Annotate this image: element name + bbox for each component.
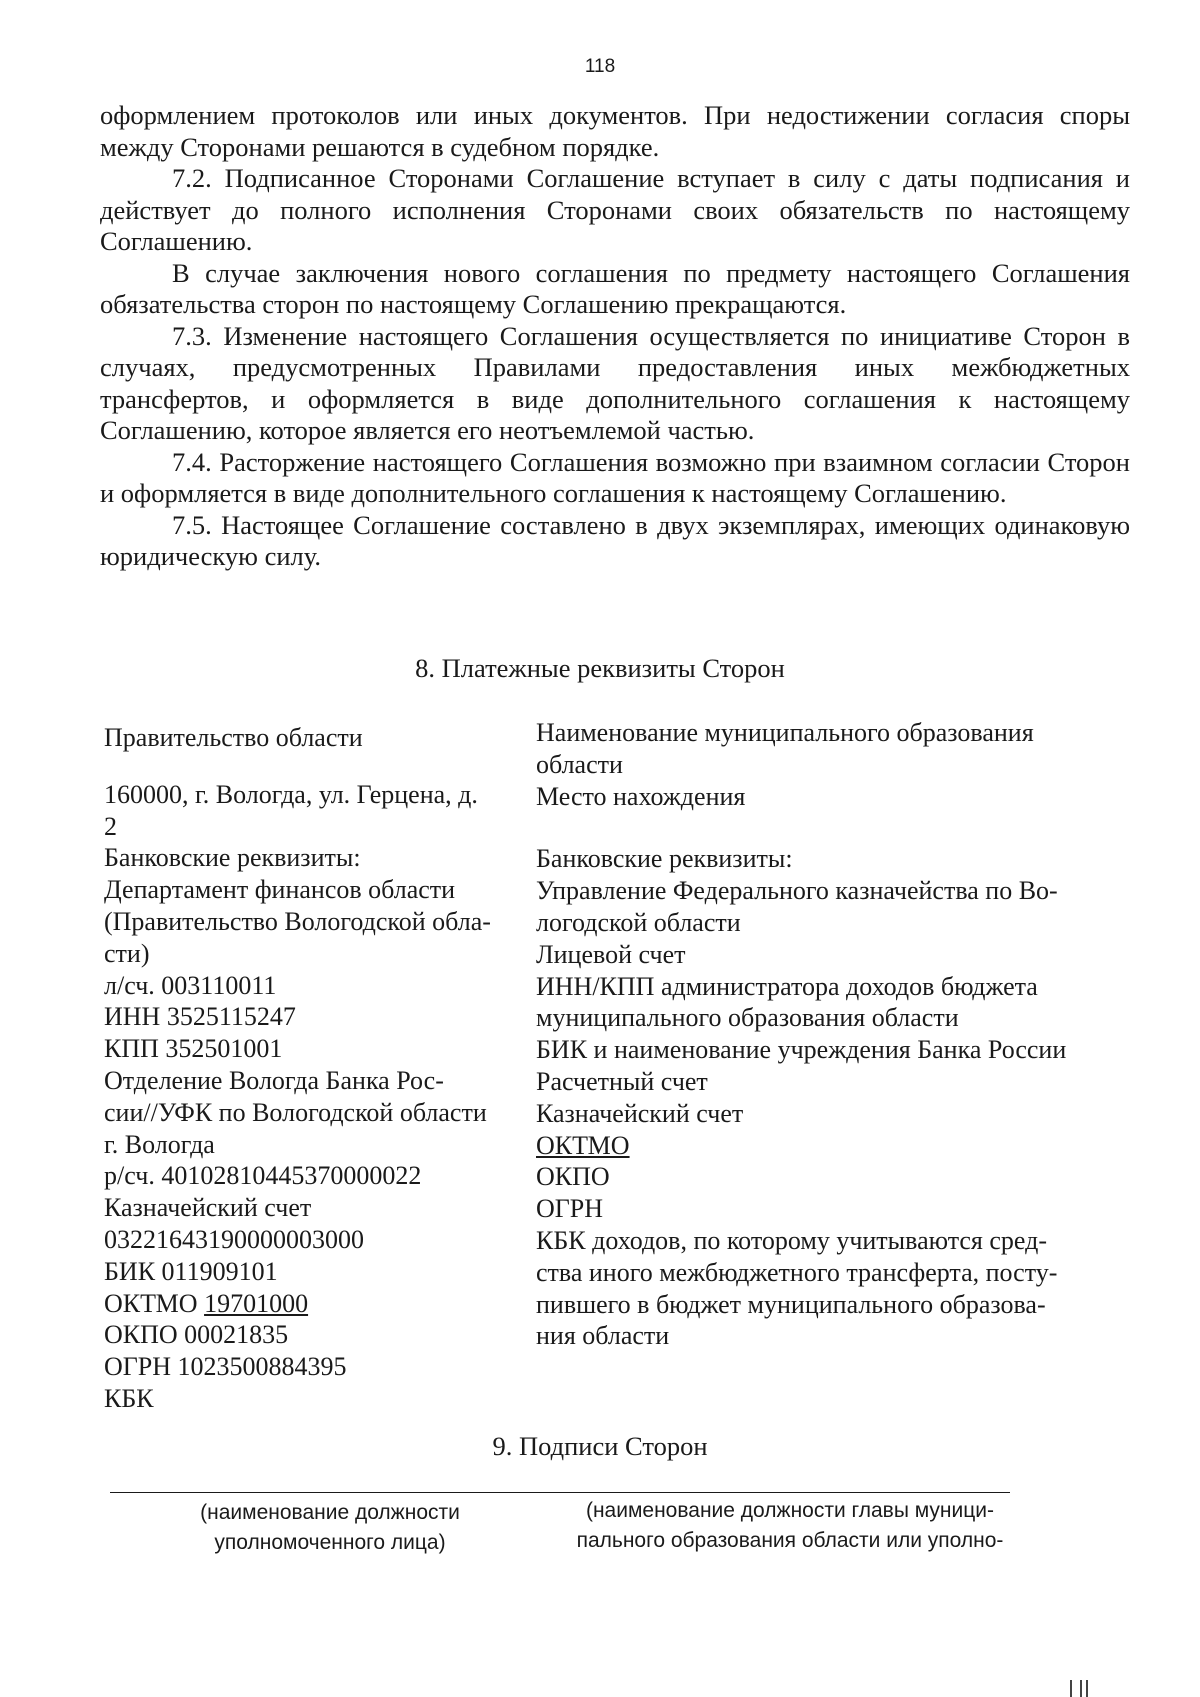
- ufk-line-1: Управление Федерального казначейства по Во-: [536, 876, 1058, 906]
- municipality-okpo: ОКПО: [536, 1162, 610, 1192]
- government-kpp: КПП 352501001: [104, 1034, 283, 1064]
- section-8-heading: 8. Платежные реквизиты Сторон: [415, 653, 785, 683]
- page-number: 118: [584, 56, 616, 77]
- department-line-2: (Правительство Вологодской обла-: [104, 906, 491, 936]
- government-kbk: КБК: [104, 1383, 154, 1413]
- government-bank-label: Банковские реквизиты:: [104, 843, 361, 873]
- oktmo-label: ОКТМО: [104, 1288, 205, 1318]
- government-okpo: ОКПО 00021835: [104, 1320, 289, 1350]
- bank-branch-line-2: сии//УФК по Вологодской области: [104, 1097, 487, 1127]
- ufk-line-2: логодской области: [536, 907, 741, 937]
- paragraph-7-4: 7.4. Расторжение настоящего Соглашения возможно при взаимном согласии Сторон и оформляется в виде дополнительного соглашения к настоящему Соглашению.: [100, 446, 1130, 508]
- municipality-name-line-1: Наименование муниципального образования: [536, 718, 1034, 747]
- section-9-heading: 9. Подписи Сторон: [492, 1431, 708, 1461]
- municipality-kbk-line-4: ния области: [536, 1321, 670, 1351]
- municipality-kbk-line-1: КБК доходов, по которому учитываются сред-: [536, 1225, 1047, 1255]
- municipality-ogrn: ОГРН: [536, 1194, 604, 1224]
- left-caption-line-1: (наименование должности: [200, 1501, 460, 1524]
- department-line-3: сти): [104, 938, 150, 968]
- oktmo-value: 19701000: [204, 1288, 309, 1318]
- municipality-account: Лицевой счет: [536, 939, 686, 969]
- settlement-account: р/сч. 40102810445370000022: [104, 1161, 422, 1191]
- government-bik: БИК 011909101: [104, 1256, 278, 1286]
- municipality-treasury-account: Казначейский счет: [536, 1098, 744, 1128]
- paragraph-7-5: 7.5. Настоящее Соглашение составлено в двух экземплярах, имеющих одинаковую юридическую силу.: [100, 509, 1130, 571]
- bank-branch-line-1: Отделение Вологда Банка Рос-: [104, 1065, 444, 1095]
- treasury-account-number: 03221643190000003000: [104, 1224, 364, 1254]
- government-address-line-1: 160000, г. Вологда, ул. Герцена, д.: [104, 779, 478, 809]
- right-signature-caption: [555, 1496, 1025, 1556]
- municipality-bank-label: Банковские реквизиты:: [536, 844, 793, 874]
- section-7-text: [100, 100, 1130, 573]
- government-requisites: [104, 722, 534, 1415]
- personal-account: л/сч. 003110011: [104, 970, 277, 1000]
- bank-branch-line-3: г. Вологда: [104, 1129, 215, 1159]
- municipality-requisites: [536, 717, 1136, 1352]
- government-inn: ИНН 3525115247: [104, 1002, 296, 1032]
- municipality-name-line-2: области: [536, 749, 623, 779]
- government-name: Правительство области: [104, 723, 363, 752]
- municipality-kbk-line-3: пившего в бюджет муниципального образова-: [536, 1289, 1046, 1319]
- left-caption-line-2: уполномоченного лица): [214, 1531, 446, 1554]
- government-ogrn: ОГРН 1023500884395: [104, 1352, 347, 1382]
- treasury-account-label: Казначейский счет: [104, 1193, 312, 1223]
- municipality-bik: БИК и наименование учреждения Банка России: [536, 1035, 1067, 1065]
- paragraph-7-2: 7.2. Подписанное Сторонами Соглашение вступает в силу с даты подписания и действует до полного исполнения Сторонами своих обязательств по настоящему Соглашению.: [100, 163, 1130, 256]
- department-line-1: Департамент финансов области: [104, 875, 456, 905]
- government-address-line-2: 2: [104, 811, 117, 841]
- municipality-settlement-account: Расчетный счет: [536, 1066, 708, 1096]
- signature-line: [110, 1492, 1010, 1493]
- municipality-inn-line-1: ИНН/КПП администратора доходов бюджета: [536, 971, 1038, 1001]
- municipality-oktmo: ОКТМО: [536, 1130, 630, 1160]
- municipality-inn-line-2: муниципального образования области: [536, 1003, 959, 1033]
- right-caption-line-2: пального образования области или уполно-: [576, 1529, 1004, 1552]
- municipality-location: Место нахождения: [536, 781, 746, 811]
- municipality-kbk-line-2: ства иного межбюджетного трансферта, посту-: [536, 1257, 1058, 1287]
- paragraph-7-2-new-agreement: В случае заключения нового соглашения по предмету настоящего Соглашения обязательства сторон по настоящему Соглашению прекращаются.: [100, 257, 1130, 319]
- paragraph-7-3: 7.3. Изменение настоящего Соглашения осуществляется по инициативе Сторон в случаях, предусмотренных Правилами предоставления иных межбюджетных трансфертов, и оформляется в виде дополнительного соглашения к настоящему Соглашению, которое является его неотъемлемой частью.: [100, 320, 1130, 445]
- paragraph-7-1-continuation: оформлением протоколов или иных документов. При недостижении согласия споры между Сторонами решаются в судебном порядке.: [100, 100, 1130, 162]
- government-oktmo: [104, 1288, 534, 1320]
- left-signature-caption: [150, 1498, 510, 1558]
- right-caption-line-1: (наименование должности главы муници-: [585, 1499, 995, 1522]
- scan-edge-mark: [1066, 1680, 1106, 1697]
